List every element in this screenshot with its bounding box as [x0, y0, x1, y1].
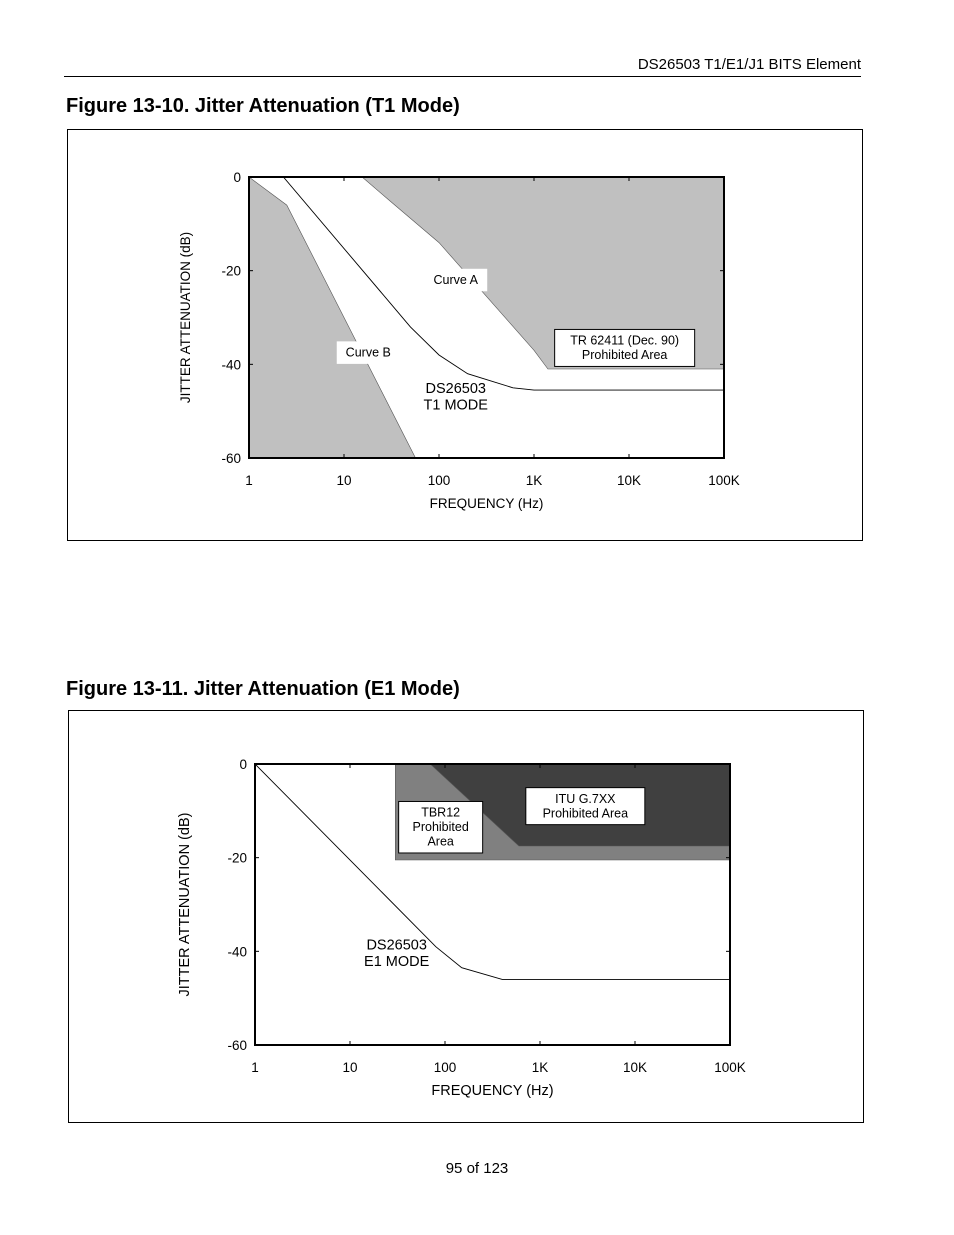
y-tick-label: -60	[221, 451, 241, 466]
chart-t1	[68, 130, 864, 542]
x-tick-label: 1K	[531, 1060, 549, 1075]
y-tick-label: 0	[239, 757, 247, 772]
y-tick-label: 0	[233, 170, 241, 185]
x-tick-label: 1K	[525, 473, 543, 488]
annotation-label: Prohibited	[412, 820, 469, 835]
plot-area	[255, 764, 730, 979]
annotation-label: T1 MODE	[423, 397, 488, 414]
annotation-label: TBR12	[421, 805, 461, 820]
y-tick-label: -40	[221, 357, 241, 373]
annotation-label: Prohibited Area	[581, 348, 668, 363]
figure-title-t1: Figure 13-10. Jitter Attenuation (T1 Mode)	[66, 95, 460, 117]
x-tick-label: 10K	[622, 1060, 648, 1075]
figure-title-e1: Figure 13-11. Jitter Attenuation (E1 Mode)	[66, 678, 460, 700]
x-tick-label: 1	[245, 473, 253, 488]
y-tick-label: -60	[227, 1038, 247, 1053]
document-header	[64, 55, 861, 77]
prohibited-region	[249, 177, 418, 463]
annotation-label: ITU G.7XX	[555, 791, 616, 806]
annotation-label: TR 62411 (Dec. 90)	[570, 333, 680, 348]
x-tick-label: 10	[342, 1060, 358, 1075]
y-tick-label: -20	[221, 263, 241, 279]
x-tick-label: 100K	[714, 1060, 746, 1075]
y-tick-label: -20	[227, 850, 247, 866]
y-tick-label: -40	[227, 944, 247, 960]
page-number: 95 of 123	[445, 1160, 509, 1177]
x-axis-title: FREQUENCY (Hz)	[431, 1083, 554, 1099]
annotation-label: DS26503	[425, 380, 486, 397]
annotation-label: E1 MODE	[364, 953, 430, 970]
x-tick-label: 10	[336, 473, 352, 488]
x-tick-label: 100	[433, 1060, 457, 1075]
annotation-label: DS26503	[366, 937, 427, 954]
chart-e1	[69, 711, 865, 1124]
x-axis-title: FREQUENCY (Hz)	[429, 496, 544, 511]
y-axis-title: JITTER ATTENUATION (dB)	[178, 231, 193, 404]
annotation-label: Prohibited Area	[542, 806, 629, 821]
annotation-label: Curve B	[345, 345, 391, 360]
x-tick-label: 100	[427, 473, 451, 488]
x-tick-label: 1	[251, 1060, 259, 1075]
chart-frame-e1	[68, 710, 864, 1123]
x-tick-label: 10K	[616, 473, 642, 488]
plot-area	[249, 177, 724, 463]
y-axis-title: JITTER ATTENUATION (dB)	[177, 812, 193, 997]
x-tick-label: 100K	[708, 473, 740, 488]
document-title: DS26503 T1/E1/J1 BITS Element	[637, 56, 861, 73]
annotation-label: Area	[427, 834, 454, 849]
chart-frame-t1	[67, 129, 863, 541]
annotation-label: Curve A	[433, 273, 478, 288]
